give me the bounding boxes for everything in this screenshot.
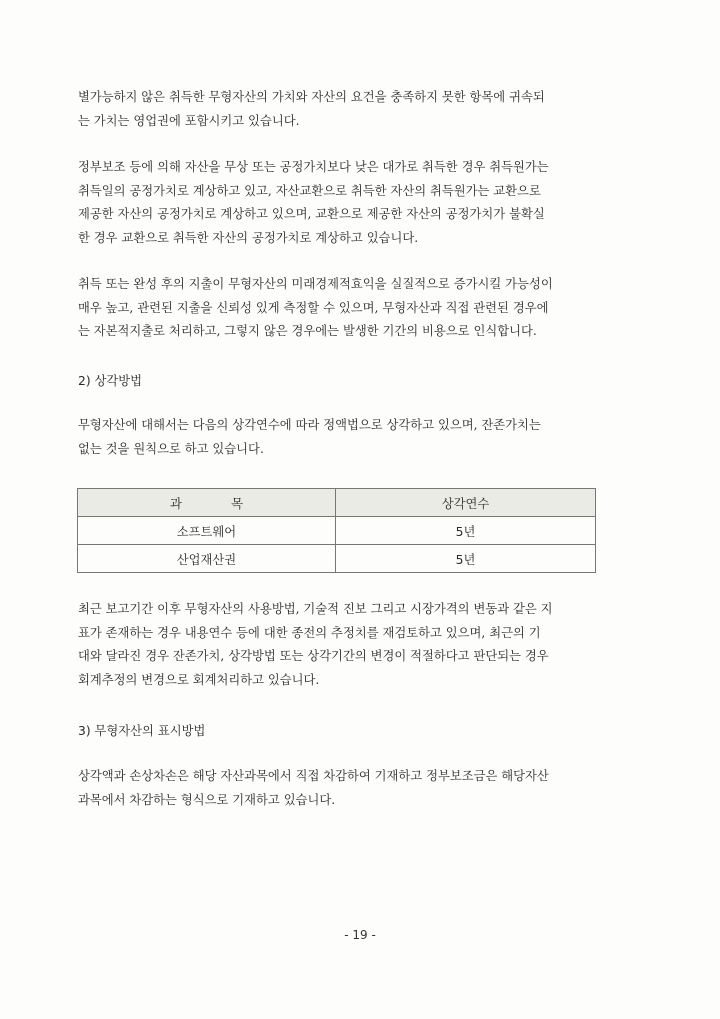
paragraph-presentation <box>78 765 612 812</box>
table-row <box>78 545 596 573</box>
cell-account: 소프트웨어 <box>78 517 336 545</box>
header-useful-life: 상각연수 <box>336 489 596 517</box>
text-line: 회계추정의 변경으로 회계처리하고 있습니다. <box>78 672 320 687</box>
text-line: 취득 또는 완성 후의 지출이 무형자산의 미래경제적효익을 실질적으로 증가시킬 가능성이 <box>78 277 553 291</box>
text-line: 최근 보고기간 이후 무형자산의 사용방법, 기술적 진보 그리고 시장가격의 변동과 같은 지 <box>78 602 553 616</box>
text-line: 한 경우 교환으로 취득한 자산의 공정가치로 계상하고 있습니다. <box>78 230 419 245</box>
text-line: 무형자산에 대해서는 다음의 상각연수에 따라 정액법으로 상각하고 있으며, 잔존가치는 <box>78 418 541 432</box>
paragraph-estimate-review <box>78 598 612 692</box>
text-line: 는 가치는 영업권에 포함시키고 있습니다. <box>78 113 300 128</box>
text-line: 취득일의 공정가치로 계상하고 있고, 자산교환으로 취득한 자산의 취득원가는 교환으로 <box>78 183 541 198</box>
paragraph-government-grants <box>78 156 612 250</box>
cell-account: 산업재산권 <box>78 545 336 573</box>
text-line: 없는 것을 원칙으로 하고 있습니다. <box>78 441 264 456</box>
paragraph-amortization <box>78 414 612 461</box>
text-line: 과목에서 차감하는 형식으로 기재하고 있습니다. <box>78 792 336 807</box>
text-line: 상각액과 손상차손은 해당 자산과목에서 직접 차감하여 기재하고 정부보조금은 해당자산 <box>78 769 549 783</box>
header-account: 과 목 <box>78 489 336 517</box>
cell-useful-life: 5년 <box>336 545 596 573</box>
table-row <box>78 517 596 545</box>
text-line: 표가 존재하는 경우 내용연수 등에 대한 종전의 추정치를 재검토하고 있으며, 최근의 기 <box>78 625 541 640</box>
paragraph-goodwill <box>78 86 612 133</box>
section-heading-presentation: 3) 무형자산의 표시방법 <box>78 724 206 738</box>
text-line: 정부보조 등에 의해 자산을 무상 또는 공정가치보다 낮은 대가로 취득한 경우 취득원가는 <box>78 160 549 174</box>
table-header-row <box>78 489 596 517</box>
amortization-table <box>77 488 596 573</box>
cell-useful-life: 5년 <box>336 517 596 545</box>
page-number: - 19 - <box>344 928 376 942</box>
section-heading-amortization: 2) 상각방법 <box>78 374 143 388</box>
text-line: 는 자본적지출로 처리하고, 그렇지 않은 경우에는 발생한 기간의 비용으로 인식합니다. <box>78 324 537 338</box>
text-line: 매우 높고, 관련된 지출을 신뢰성 있게 측정할 수 있으며, 무형자산과 직접 관련된 경우에 <box>78 300 549 315</box>
text-line: 대와 달라진 경우 잔존가치, 상각방법 또는 상각기간의 변경이 적절하다고 판단되는 경우 <box>78 649 549 663</box>
text-line: 별가능하지 않은 취득한 무형자산의 가치와 자산의 요건을 충족하지 못한 항목에 귀속되 <box>78 90 545 104</box>
paragraph-subsequent-expenditure <box>78 273 612 344</box>
text-line: 제공한 자산의 공정가치로 계상하고 있으며, 교환으로 제공한 자산의 공정가치가 불확실 <box>78 207 545 221</box>
